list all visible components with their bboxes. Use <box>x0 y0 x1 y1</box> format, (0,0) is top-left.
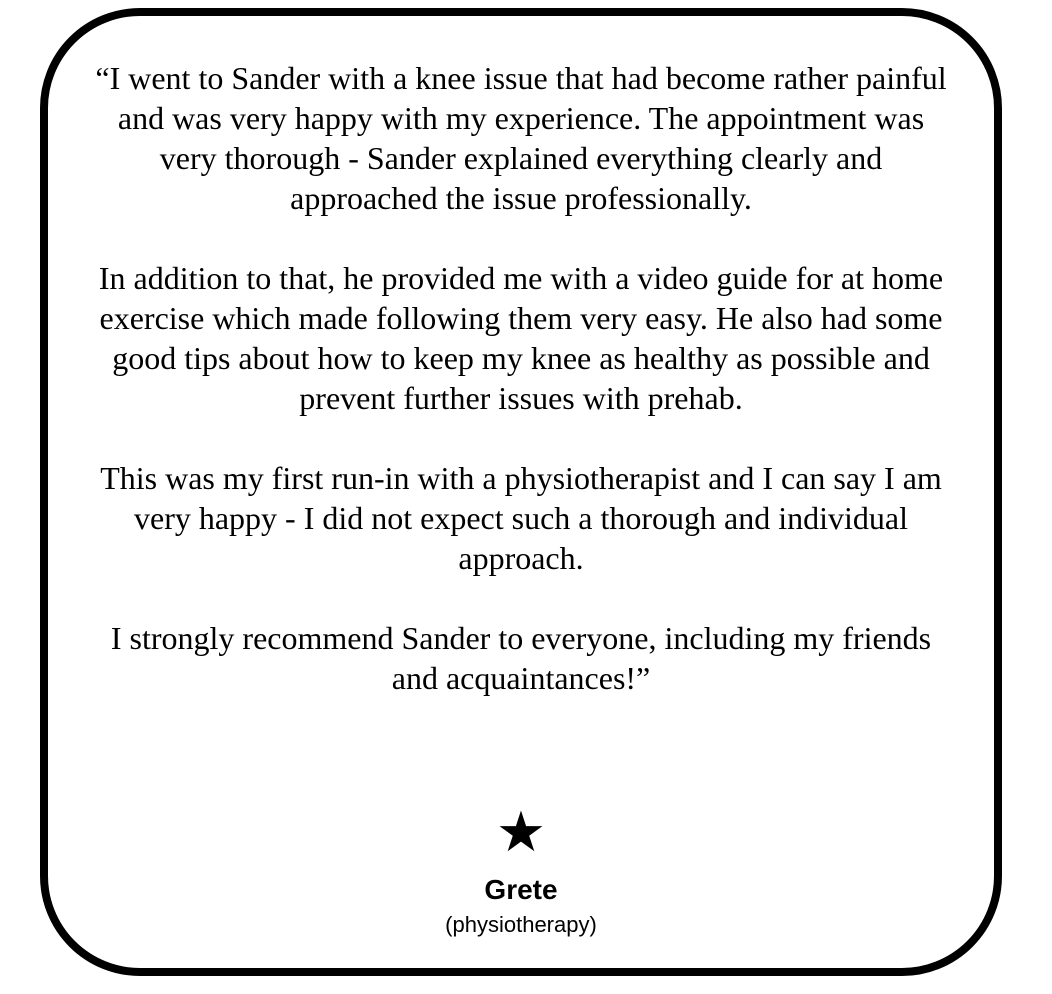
service-label: (physiotherapy) <box>445 912 597 937</box>
quote-paragraph: This was my first run-in with a physiotherapist and I can say I am very happy - I did not expect such a thorough and individual approach. <box>100 460 942 576</box>
star-icon: ★ <box>495 800 547 865</box>
testimonial-quote <box>88 58 954 698</box>
quote-paragraph: In addition to that, he provided me with a video guide for at home exercise which made following them very easy. He also had some good tips about how to keep my knee as healthy as possible and prevent further issues with prehab. <box>98 260 944 416</box>
quote-paragraph: “I went to Sander with a knee issue that had become rather painful and was very happy with my experience. The appointment was very thorough - Sander explained everything clearly and approached the issue professionally. <box>95 60 947 216</box>
quote-paragraph: I strongly recommend Sander to everyone, including my friends and acquaintances!” <box>110 620 932 696</box>
author-name: Grete <box>484 874 558 905</box>
testimonial-card <box>40 8 1002 976</box>
